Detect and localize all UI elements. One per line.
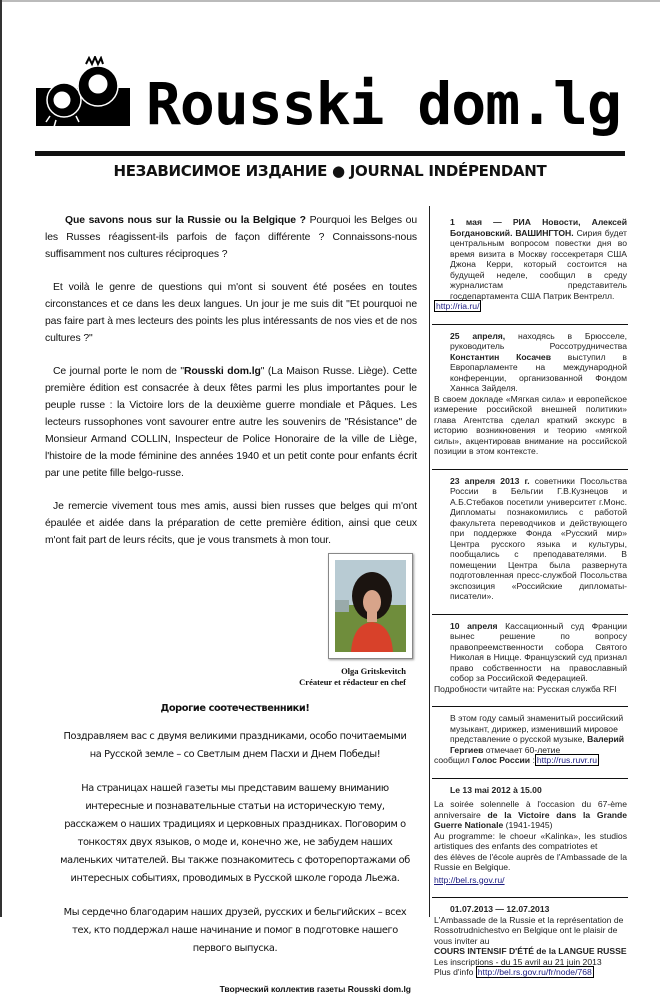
paragraph: Мы сердечно благодарим наших друзей, русских и бельгийских – всех тех, кто поддержал наше начинание и помог в подготовке нашего первого выпуска. [63,907,407,954]
news-body: Au programme: le choeur «Kalinka», les studios artistiques des enfants des compatriotes et [434,830,627,851]
text: " (La Maison Russe. Liège). Cette première édition est consacrée à deux fêtes parmi les plus importantes pour le peuple russe : la Victoire lors de la deuxième guerre mondiale et Pâques. Les lecteurs russophones vont savourer entre autre les souvenirs de "Résistance" de Monsieur Armand COLLIN, Inspecteur de Police Honoraire de la ville de Liège, l'histoire de la mode féminine des années 1940 et un petit conte pour enfants écrit par une petite fille belgo-russe. [45,366,417,479]
news-separator [432,614,628,615]
author-photo [328,553,413,659]
news-lead: 1 мая — РИА Новости, Алексей Богдановский. ВАШИНГТОН. [450,217,627,238]
paragraph: Поздравляем вас с двумя великими праздниками, особо почитаемыми на Русской земле – со Светлым днем Пасхи и Днем Победы! [63,731,407,760]
news-body: (1941-1945) [503,820,553,830]
news-body: La soirée solennelle à l'occasion du 67-ème anniversaire [434,799,627,820]
news-source: Подробности читайте на: Русская служба RFI [434,683,617,694]
masthead-subtitle: НЕЗАВИСИМОЕ ИЗДАНИЕ ● JOURNAL INDÉPENDANT [113,162,547,180]
author-role: Créateur et rédacteur en chef [299,677,406,687]
news-column [434,217,627,978]
news-body: des élèves de l'école auprès de l'Ambassade de la Russie en Belgique. [434,851,627,872]
news-lead: Le 13 mai 2012 à 15.00 [450,784,542,795]
text: Ce journal porte le nom de " [53,366,184,377]
news-item [434,621,627,695]
news-dates: Les inscriptions - du 15 avril au 21 juin 2013 [434,956,602,967]
news-separator [432,778,628,779]
news-body: выступил в Европарламенте на международной конференции, организованной Фондом Ханнса Зайделя. [450,351,627,393]
masthead-rule [35,151,625,156]
column-divider [429,206,430,917]
logo-matryoshka-icon [36,56,130,128]
signature: Творческий коллектив газеты Rousski dom.lg [219,984,411,994]
news-separator [432,897,628,898]
news-lead: 01.07.2013 — 12.07.2013 [450,904,550,914]
news-link[interactable]: http://bel.rs.gov.ru/fr/node/768 [477,967,592,977]
news-body: Кассационный суд Франции вынес решение по вопросу правопреемственности собора Святого Николая в Ницце. Французский суд признал право собственности на православный собор за Российской Федерацией. [450,620,627,683]
paragraph: Je remercie vivement tous mes amis, aussi bien russes que belges qui m'ont épaulée et aidée dans la préparation de cette première édition, ainsi que ceux m'ont fait part de leurs récits, que je vous transmets à mon tour. [45,501,417,546]
news-item [434,904,627,978]
editorial-russian [60,728,410,958]
page-border-left [0,0,2,917]
news-item [434,785,627,886]
news-separator [432,469,628,470]
paragraph [45,363,417,482]
paragraph: Et voilà le genre de questions qui m'ont si souvent été posées en toutes circonstances et ce dans les deux langues. Un jour je me suis dit "Et pourquoi ne pas faire part à mes lecteurs des points les plus intéressants de nos vies et de nos cultures ?" [45,282,417,344]
news-lead: 25 апреля, [450,330,506,341]
news-highlight: de la Victoire dans la Grande Guerre Nationale [434,809,627,830]
author-name: Olga Gritskevitch [341,666,406,676]
editorial-french [45,212,417,549]
text: : [530,755,535,765]
news-person: Валерий Гергиев [450,734,625,755]
news-body: советники Посольства России в Бельгии Г.В.Кузнецов и А.Б.Стебаков посетили университет г.Монс. Дипломаты познакомились с работой факультета переводчиков и действующего при поддержке Фонда «Русский мир» Центра русского языка и культуры, пообщались с преподавателями. В помещении Центра была развернута подготовленная пресс-службой Посольства экспозиция «Российские дипломаты-писатели». [450,475,627,601]
news-lead: 10 апреля [450,620,498,631]
left-column [45,212,417,994]
news-separator [432,324,628,325]
news-lead: 23 апреля 2013 г. [450,475,530,486]
page-border-top [0,0,660,2]
text: Pourquoi les Belges ou les Russes réagissent-ils parfois de façon différente ? Connaissons-nous suffisamment nos cultures réciproques ? [45,215,417,260]
news-source-name: Голос России [472,755,531,765]
news-item [434,713,627,766]
paragraph: На страницах нашей газеты мы представим вашему вниманию интересные и познавательные статьи на историческую тему, расскажем о наших традициях и церковных праздниках. Поговорим о тонкостях двух языков, о моде и, конечно же, не забудем наших маленьких читателей. Вы также познакомитесь с фоторепортажами об интересных событиях, проводимых в Русской школе города Льежа. [60,783,410,884]
news-body: В своем докладе «Мягкая сила» и европейское измерение российской внешней политики» глава Агентства сделал краткий экскурс в историю возникновения и теорию «мягкой силы», акцентировав внимание на российской позиции в этом контексте. [434,393,627,456]
news-link[interactable]: http://ria.ru/ [436,301,480,311]
news-source: сообщил [434,755,473,765]
news-item [434,217,627,312]
paragraph [45,212,417,263]
news-item [434,331,627,457]
russian-heading: Дорогие соотечественники! [160,703,310,714]
news-link[interactable]: http://rus.ruvr.ru [536,755,598,765]
news-body: отмечает 60-летие [483,744,561,755]
news-link[interactable]: http://bel.rs.gov.ru/ [434,874,505,885]
masthead-title: Rousski dom.lg [146,70,621,138]
news-item [434,476,627,602]
author-caption [45,666,406,688]
news-body: Сирия будет центральным вопросом повестки дня во время визита в Москву госсекретаря США Джона Керри, который состоится на будущей неделе, сообщил в среду журналистам представитель госдепартамента США Патрик Вентрелл. [450,227,627,301]
news-body: L'Ambassade de la Russie et la représentation de Rossotrudnichestvo en Belgique ont le plaisir de vous inviter au [434,914,624,946]
text: Plus d'info [434,967,476,977]
journal-name: Rousski dom.lg [183,366,261,377]
news-highlight: COURS INTENSIF D'ÉTÉ de la LANGUE RUSSE [434,946,627,956]
news-separator [432,706,628,707]
lead-question: Que savons nous sur la Russie ou la Belgique ? [65,215,306,226]
news-body: В этом году самый знаменитый российский музыкант, дирижер, изменивший мировое представление о русской музыке, [450,713,624,744]
news-person: Константин Косачев [450,351,551,362]
news-body: находясь в Брюсселе, руководитель Россотрудничества [450,330,627,351]
